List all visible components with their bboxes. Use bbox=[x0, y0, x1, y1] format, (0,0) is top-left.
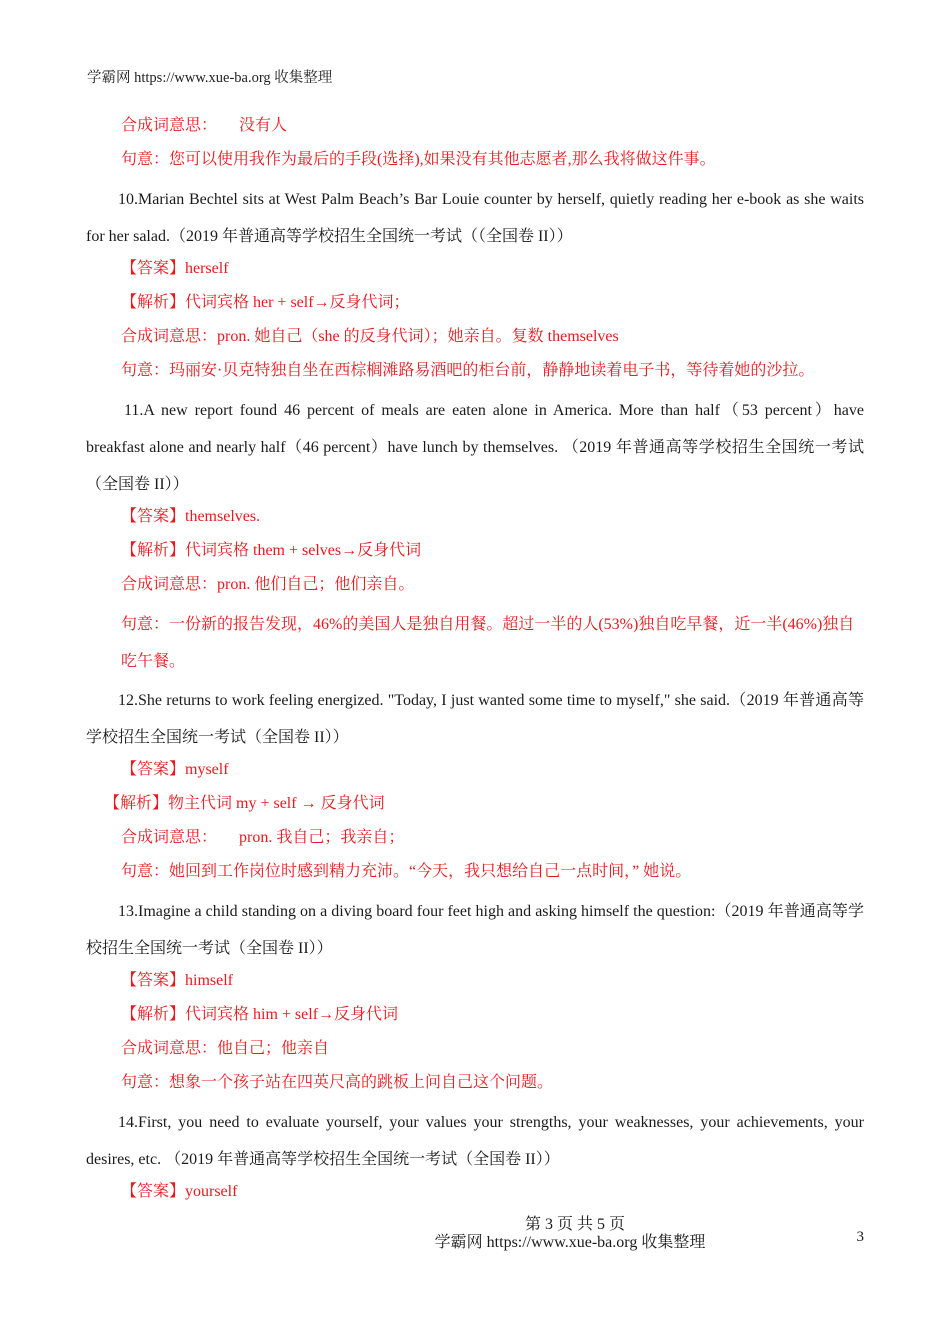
item10-analysis: 【解析】代词宾格 her + self→反身代词； bbox=[121, 294, 410, 311]
item12-answer: 【答案】myself bbox=[121, 761, 229, 778]
item12-sentence: 句意：她回到工作岗位时感到精力充沛。“今天，我只想给自己一点时间，” 她说。 bbox=[121, 863, 692, 880]
item14-answer: 【答案】yourself bbox=[121, 1183, 238, 1200]
item10-sentence: 句意：玛丽安·贝克特独自坐在西棕榈滩路易酒吧的柜台前，静静地读着电子书，等待着她的沙拉。 bbox=[121, 362, 815, 379]
item10-question: 10.Marian Bechtel sits at West Palm Beach’s Bar Louie counter by herself, quietly reading her e-book as she waits for her salad.（2019 年普通高等学校招生全国统一考试（（全国卷 II）） bbox=[86, 191, 864, 245]
item9-meaning: 合成词意思： 没有人 bbox=[121, 117, 288, 134]
item11-analysis: 【解析】代词宾格 them + selves→反身代词 bbox=[121, 542, 422, 559]
page-header: 学霸网 https://www.xue-ba.org 收集整理 bbox=[87, 70, 333, 86]
item11-question: 11.A new report found 46 percent of meals are eaten alone in America. More than half（53 percent）have breakfast alone and nearly half（46 percent）have lunch by themselves. （2019 年普通高等学校招生全国统一考试（全国卷 II）） bbox=[86, 402, 865, 493]
item13-sentence: 句意：想象一个孩子站在四英尺高的跳板上问自己这个问题。 bbox=[121, 1074, 554, 1091]
item13-answer: 【答案】himself bbox=[121, 972, 233, 989]
footer-page-number: 3 bbox=[856, 1229, 864, 1245]
item14-question: 14.First, you need to evaluate yourself, your values your strengths, your weaknesses, your achievements, your desires, etc. （2019 年普通高等学校招生全国统一考试（全国卷 II）） bbox=[86, 1114, 864, 1168]
item12-analysis: 【解析】物主代词 my + self → 反身代词 bbox=[104, 795, 385, 812]
footer-site: 学霸网 https://www.xue-ba.org 收集整理 bbox=[434, 1234, 706, 1251]
document-body bbox=[86, 113, 864, 1213]
item10-meaning: 合成词意思：pron. 她自己（she 的反身代词）；她亲自。复数 themselves bbox=[121, 328, 619, 345]
item13-meaning: 合成词意思：他自己；他亲自 bbox=[121, 1040, 330, 1057]
item9-sentence: 句意：您可以使用我作为最后的手段(选择),如果没有其他志愿者,那么我将做这件事。 bbox=[121, 151, 716, 168]
item11-meaning: 合成词意思：pron. 他们自己；他们亲自。 bbox=[121, 576, 415, 593]
footer-page-label: 第 3 页 共 5 页 bbox=[524, 1216, 625, 1233]
item13-question: 13.Imagine a child standing on a diving board four feet high and asking himself the question:（2019 年普通高等学校招生全国统一考试（全国卷 II）） bbox=[86, 903, 864, 957]
item12-question: 12.She returns to work feeling energized. "Today, I just wanted some time to myself," she said.（2019 年普通高等学校招生全国统一考试（全国卷 II）） bbox=[86, 692, 864, 746]
item12-meaning: 合成词意思： pron. 我自己；我亲自； bbox=[121, 829, 405, 846]
item13-analysis: 【解析】代词宾格 him + self→反身代词 bbox=[121, 1006, 399, 1023]
item11-sentence: 句意：一份新的报告发现，46%的美国人是独自用餐。超过一半的人(53%)独自吃早餐，近一半(46%)独自吃午餐。 bbox=[121, 616, 855, 670]
item10-answer: 【答案】herself bbox=[121, 260, 229, 277]
item11-answer: 【答案】themselves. bbox=[121, 508, 261, 525]
